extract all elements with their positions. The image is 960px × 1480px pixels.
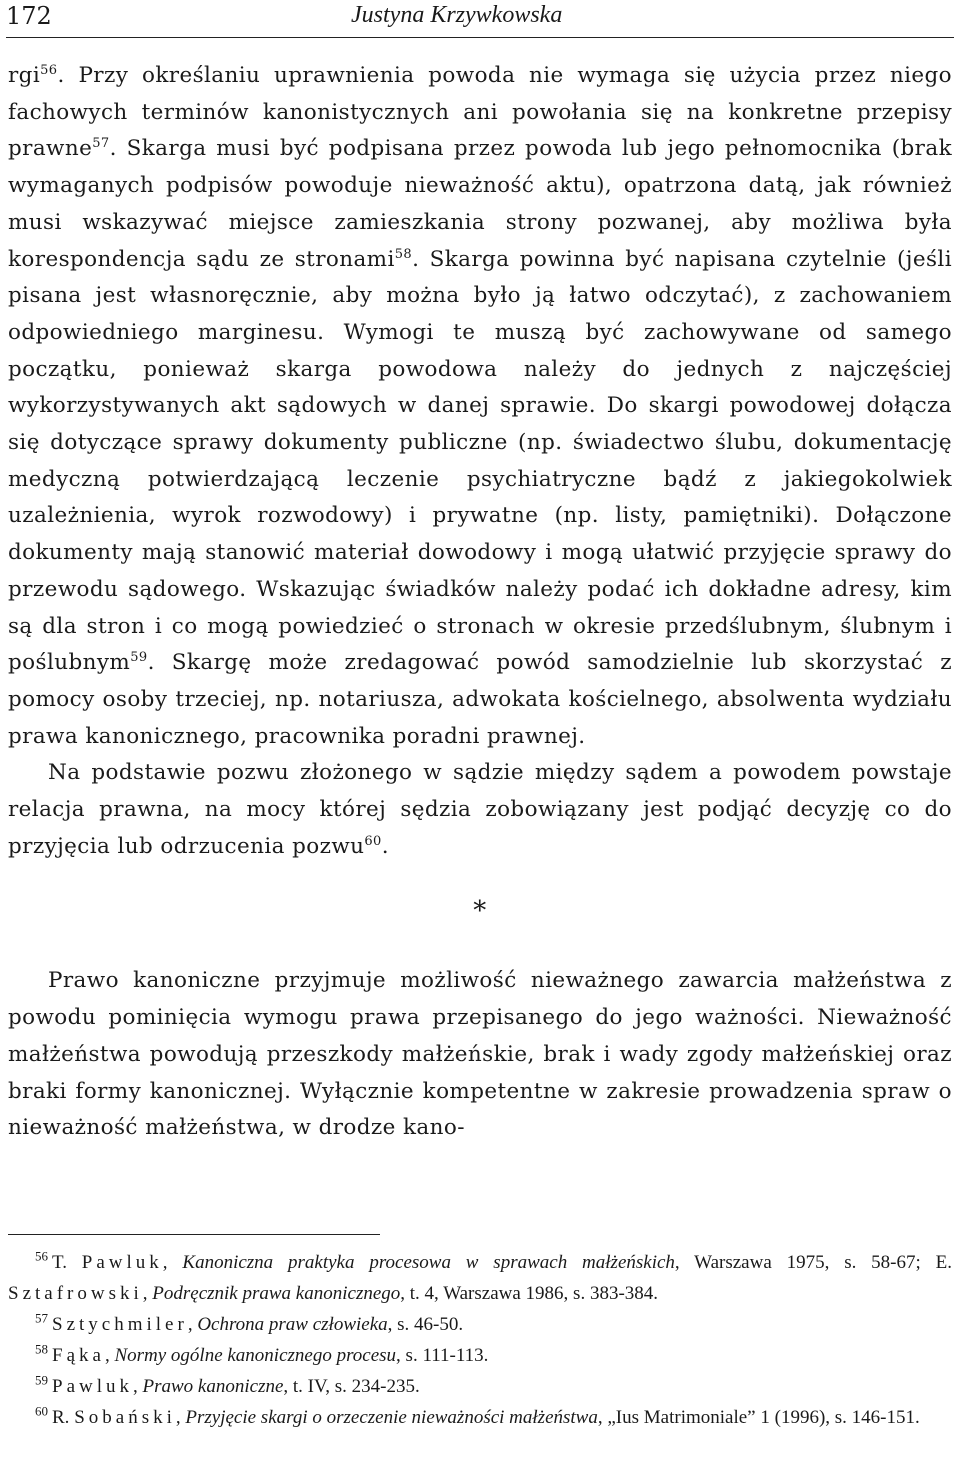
fn-author: Fąka xyxy=(52,1345,105,1366)
fn-author: Sztafrowski xyxy=(8,1283,143,1304)
page-number: 172 xyxy=(6,2,52,30)
fn-text: , xyxy=(175,1407,186,1428)
footnote-ref: 58 xyxy=(394,246,413,262)
fn-author: Pawluk xyxy=(81,1252,163,1273)
footnote-ref: 56 xyxy=(40,62,58,78)
text-span: Na podstawie pozwu złożonego w sądzie między sądem a powodem powstaje relacja prawna, na mocy której sędzia zobowiązany jest podjąć decyzję co do przyjęcia lub odrzucenia pozwu xyxy=(8,760,952,859)
paragraph: Prawo kanoniczne przyjmuje możliwość nieważnego zawarcia małżeństwa z powodu pominięcia wymogu prawa przepisanego do jego ważności. Nieważność małżeństwa powodują przeszkody małżeńskie, brak i wady zgody małżeńskiej oraz braki formy kanonicznej. Wyłącznie kompetentne w zakresie prowadzenia spraw o nieważność małżeństwa, w drodze kano- xyxy=(8,968,952,1141)
text-span: . Skarga musi być podpisana przez powoda lub jego pełnomocnika (brak wymaganych podpisów powoduje nieważność aktu), opatrzona datą, jak również musi wskazywać miejsce zamieszkania strony pozwanej, aby możliwa była korespondencja sądu ze stronami xyxy=(8,136,952,272)
text-span: rgi xyxy=(8,63,41,88)
footnote xyxy=(8,1371,952,1402)
fn-text: , t. 4, Warszawa 1986, s. 383-384. xyxy=(400,1283,659,1304)
footnote xyxy=(8,1247,952,1309)
fn-title: Podręcznik prawa kanonicznego xyxy=(152,1283,401,1304)
footnote xyxy=(8,1402,952,1433)
fn-title: Ochrona praw człowieka xyxy=(197,1314,388,1335)
paragraph xyxy=(8,58,952,755)
fn-text: , s. 46-50. xyxy=(387,1314,464,1335)
text-span: . xyxy=(381,833,389,859)
fn-text: , xyxy=(133,1376,143,1397)
fn-author: Sztychmiler xyxy=(52,1314,188,1335)
fn-text: , xyxy=(187,1314,198,1335)
footnote-rule xyxy=(8,1234,380,1235)
text-span: . Skargę może zredagować powód samodzielnie lub skorzystać z pomocy osoby trzeciej, np. notariusza, adwokata kościelnego, absolwenta wydziału prawa kanonicznego, pracownika poradni prawnej. xyxy=(8,650,952,749)
fn-text: , t. IV, s. 234-235. xyxy=(283,1376,420,1397)
footnote-ref: 60 xyxy=(364,833,382,849)
footnote-number: 56 xyxy=(35,1248,48,1264)
fn-title: Przyjęcie skargi o orzeczenie nieważności małżeństwa xyxy=(185,1407,598,1428)
footnote-number: 58 xyxy=(35,1341,48,1357)
section-separator: * xyxy=(473,896,487,927)
fn-text: , xyxy=(104,1345,115,1366)
footnote xyxy=(8,1340,952,1371)
footnotes xyxy=(8,1247,952,1433)
footnote-number: 59 xyxy=(35,1372,48,1388)
fn-text: , „Ius Matrimoniale” 1 (1996), s. 146-151. xyxy=(597,1407,920,1428)
running-head-author: Justyna Krzywkowska xyxy=(351,2,563,28)
fn-author: Pawluk xyxy=(52,1376,133,1397)
fn-text: , s. 111-113. xyxy=(396,1345,489,1366)
fn-text: , xyxy=(162,1252,183,1273)
main-text xyxy=(8,58,952,1147)
fn-text: T. xyxy=(52,1252,82,1273)
footnote-ref: 57 xyxy=(92,136,110,152)
fn-text: , xyxy=(142,1283,153,1304)
fn-title: Prawo kanoniczne xyxy=(142,1376,284,1397)
footnote-number: 57 xyxy=(35,1310,48,1326)
fn-title: Kanoniczna praktyka procesowa w sprawach małżeńskich xyxy=(182,1252,675,1273)
footnote xyxy=(8,1309,952,1340)
fn-text: R. xyxy=(52,1407,75,1428)
text-span: . Skarga powinna być napisana czytelnie (jeśli pisana jest własnoręcznie, aby można było ją łatwo odczytać), z zachowaniem odpowiedniego marginesu. Wymogi te muszą być zachowywane od samego początku, ponieważ skarga powodowa należy do jednych z najczęściej wykorzystywanych akt sądowych w danej sprawie. Do skargi powodowej dołącza się dotyczące sprawy dokumenty publiczne (np. świadectwo ślubu, dokumentację medyczną potwierdzającą leczenie psychiatryczne bądź z jakiegokolwiek uzależnienia, wyrok rozwodowy) i prywatne (np. listy, pamiętniki). Dołączone dokumenty mają stanowić materiał dowodowy i mogą ułatwić przyjęcie sprawy do przewodu sądowego. Wskazując świadków należy podać ich dokładne adresy, kim są dla stron i co mogą powiedzieć o stronach w okresie przedślubnym, ślubnym i poślubnym xyxy=(8,246,952,676)
fn-text: , Warszawa 1975, s. 58-67; E. xyxy=(674,1252,952,1273)
fn-title: Normy ogólne kanonicznego procesu xyxy=(114,1345,397,1366)
fn-author: Sobański xyxy=(74,1407,176,1428)
footnote-number: 60 xyxy=(35,1403,48,1419)
page-header xyxy=(6,0,954,38)
paragraph xyxy=(8,755,952,865)
footnote-ref: 59 xyxy=(130,650,148,666)
text-span: . Przy określaniu uprawnienia powoda nie wymaga się użycia przez niego fachowych terminów kanonistycznych ani powołania się na konkretne przepisy prawne xyxy=(8,63,952,162)
